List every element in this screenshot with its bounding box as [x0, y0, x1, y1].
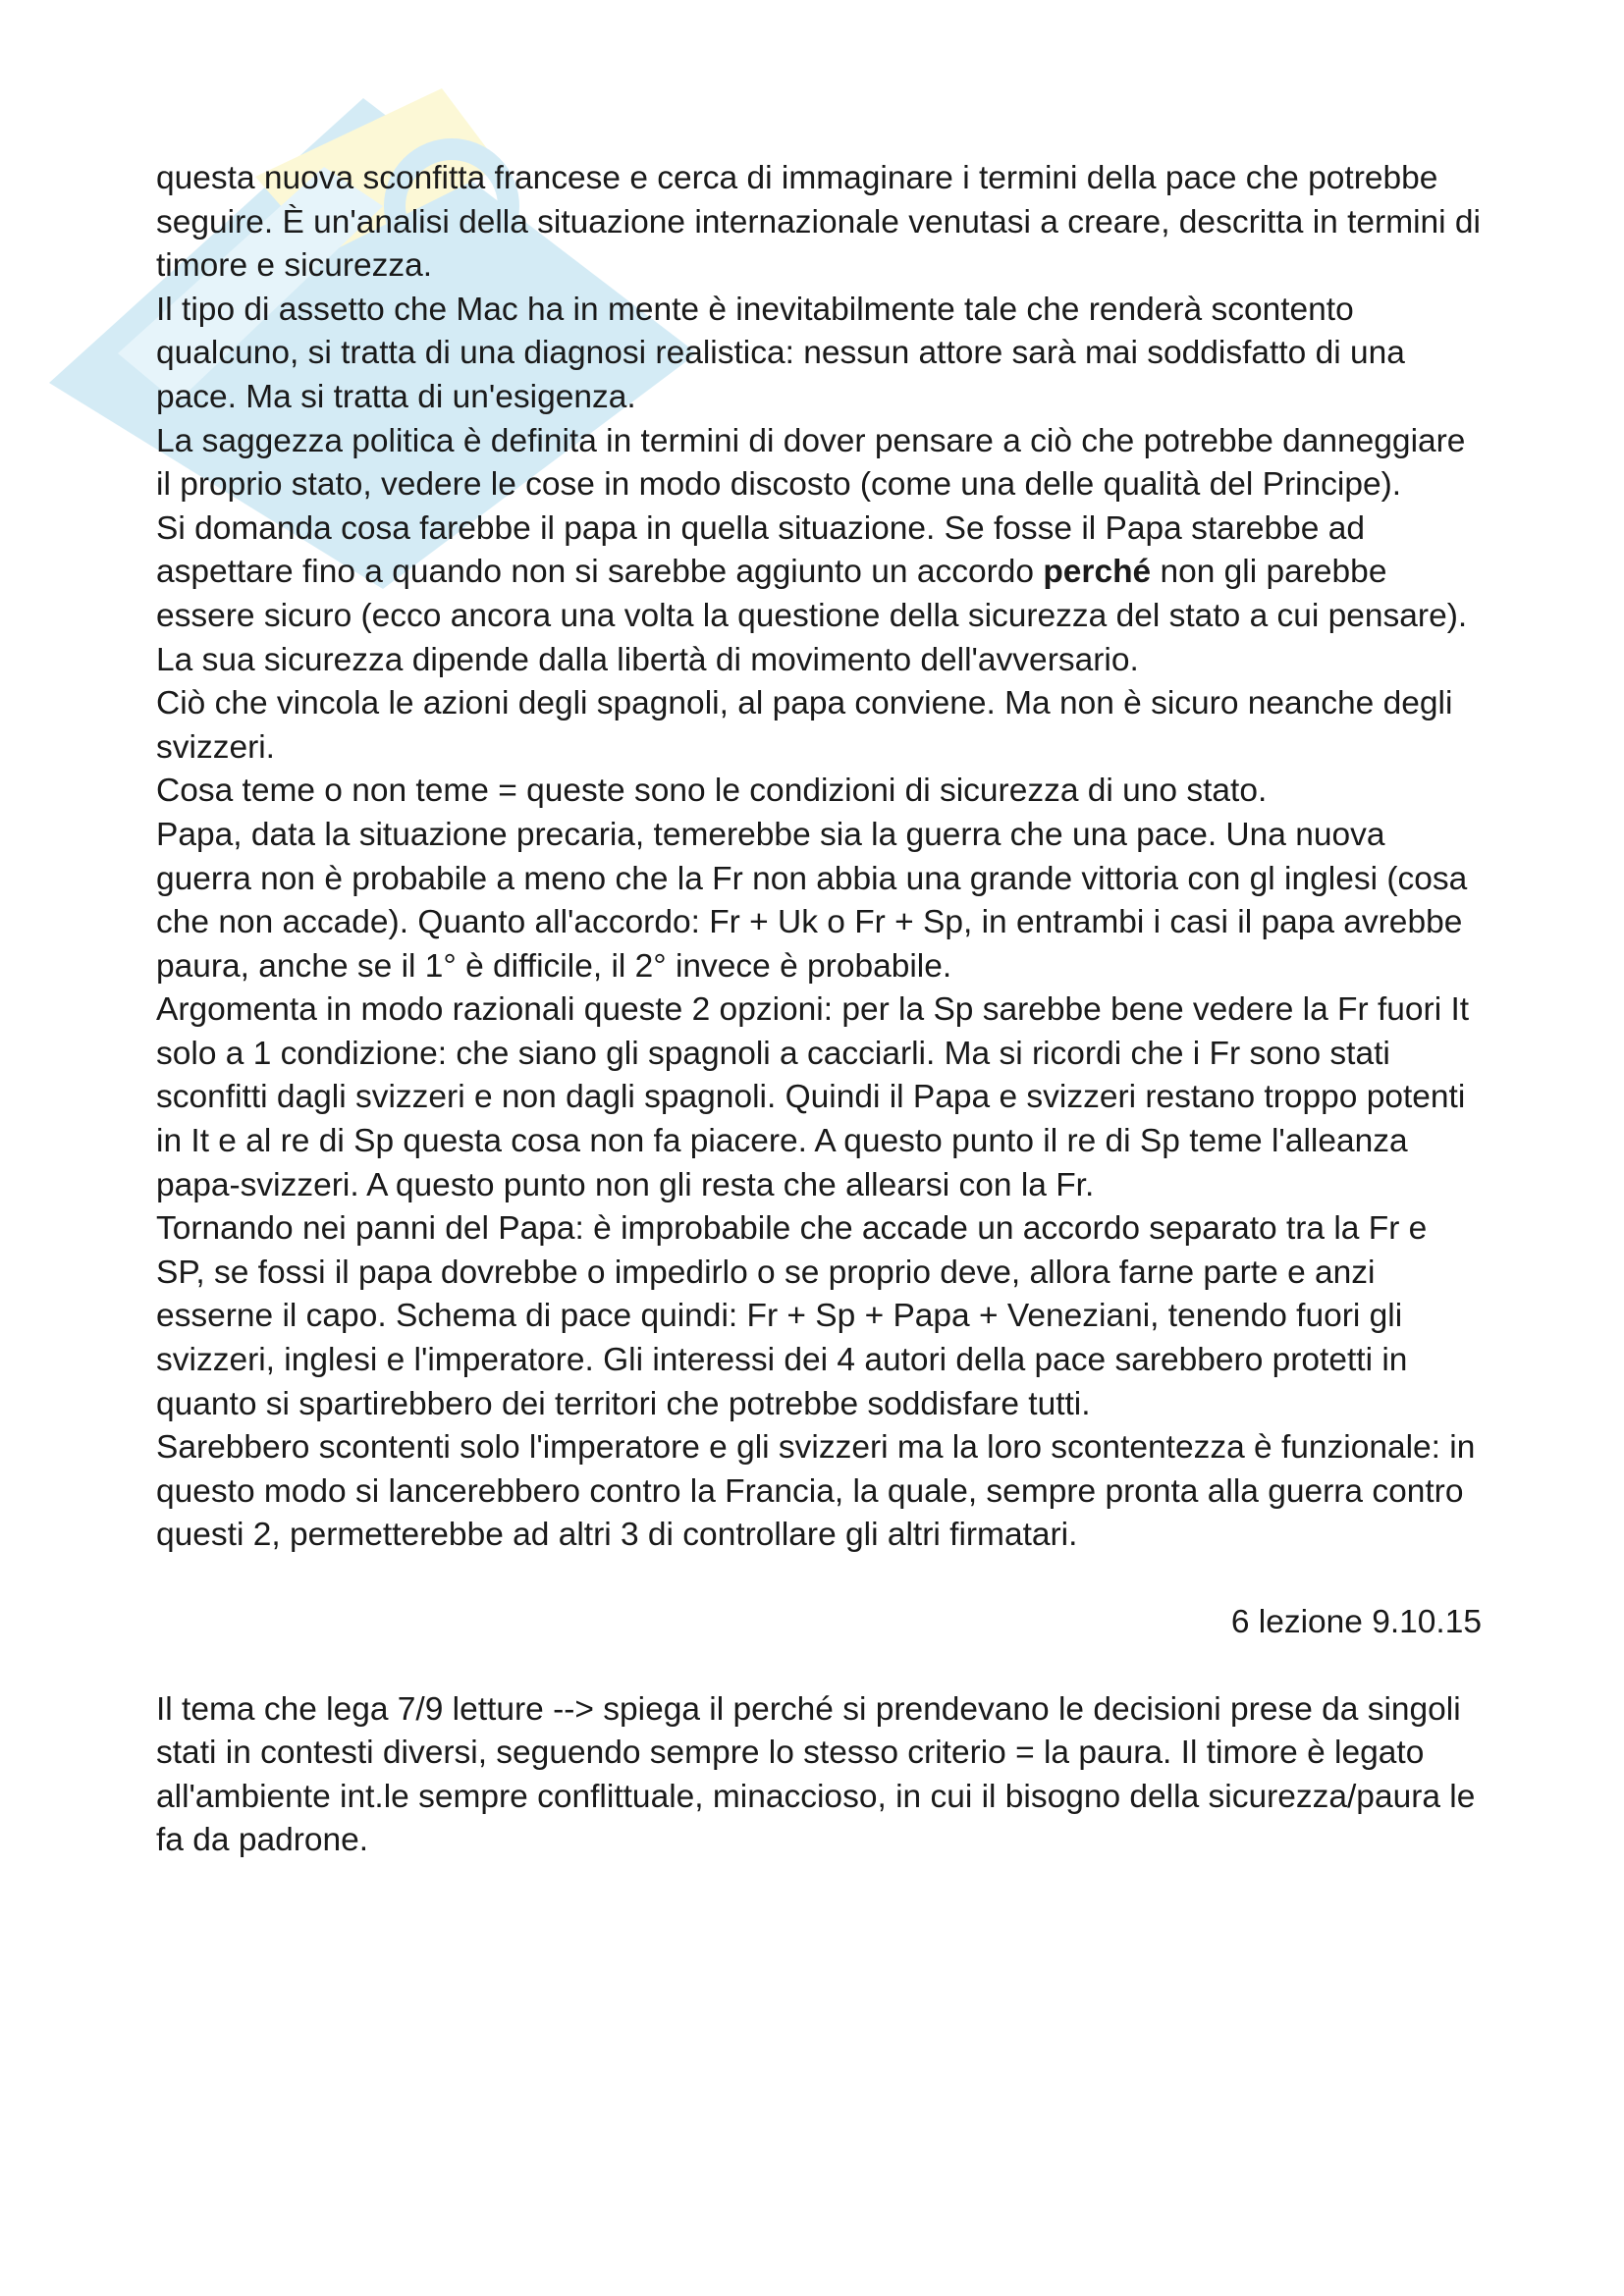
- paragraph: Tornando nei panni del Papa: è improbabile che accade un accordo separato tra la Fr e SP, se fossi il papa dovrebbe o impedirlo o se proprio deve, allora farne parte e anzi esserne il capo. Schema di pace quindi: Fr + Sp + Papa + Veneziani, tenendo fuori gli svizzeri, inglesi e l'imperatore. Gli interessi dei 4 autori della pace sarebbero protetti in quanto si spartirebbero dei territori che potrebbe soddisfare tutti.: [156, 1210, 1428, 1422]
- paragraph: Cosa teme o non teme = queste sono le condizioni di sicurezza di uno stato.: [156, 773, 1268, 810]
- paragraph: Argomenta in modo razionali queste 2 opzioni: per la Sp sarebbe bene vedere la Fr fuori It solo a 1 condizione: che siano gli spagnoli a cacciarli. Ma si ricordi che i Fr sono stati sconfitti dagli svizzeri e non dagli spagnoli. Quindi il Papa e svizzeri restano troppo potenti in It e al re di Sp questa cosa non fa piacere. A questo punto il re di Sp teme l'alleanza papa-svizzeri. A questo punto non gli resta che allearsi con la Fr.: [156, 991, 1470, 1203]
- bold-word: perché: [1043, 554, 1152, 591]
- paragraph-text: Si domanda cosa farebbe il papa in quella situazione. Se fosse il Papa starebbe ad aspettare fino a quando non si sarebbe aggiunto un accordo: [156, 509, 1366, 591]
- paragraph: Ciò che vincola le azioni degli spagnoli, al papa conviene. Ma non è sicuro neanche degli svizzeri.: [156, 685, 1453, 766]
- paragraph: questa nuova sconfitta francese e cerca di immaginare i termini della pace che potrebbe seguire. È un'analisi della situazione internazionale venutasi a creare, descritta in termini di timore e sicurezza.: [156, 160, 1481, 285]
- document-body: [156, 157, 1482, 1863]
- paragraph: Sarebbero scontenti solo l'imperatore e gli svizzeri ma la loro scontentezza è funzionale: in questo modo si lancerebbero contro la Francia, la quale, sempre pronta alla guerra contro questi 2, permetterebbe ad altri 3 di controllare gli altri firmatari.: [156, 1429, 1476, 1554]
- paragraph: Papa, data la situazione precaria, temerebbe sia la guerra che una pace. Una nuova guerra non è probabile a meno che la Fr non abbia una grande vittoria con gl inglesi (cosa che non accade). Quanto all'accordo: Fr + Uk o Fr + Sp, in entrambi i casi il papa avrebbe paura, anche se il 1° è difficile, il 2° invece è probabile.: [156, 816, 1468, 985]
- paragraph: La saggezza politica è definita in termini di dover pensare a ciò che potrebbe danneggiare il proprio stato, vedere le cose in modo discosto (come una delle qualità del Principe).: [156, 422, 1466, 504]
- lesson-date: 6 lezione 9.10.15: [1230, 1604, 1482, 1640]
- paragraph: Il tipo di assetto che Mac ha in mente è inevitabilmente tale che renderà scontento qualcuno, si tratta di una diagnosi realistica: nessun attore sarà mai soddisfatto di una pace. Ma si tratta di un'esigenza.: [156, 291, 1405, 415]
- paragraph-text: non gli parebbe essere sicuro (ecco ancora una volta la questione della sicurezza del stato a cui pensare). La sua sicurezza dipende dalla libertà di movimento dell'avversario.: [156, 554, 1468, 678]
- closing-paragraph: Il tema che lega 7/9 letture --> spiega il perché si prendevano le decisioni prese da singoli stati in contesti diversi, seguendo sempre lo stesso criterio = la paura. Il timore è legato all'ambiente int.le sempre conflittuale, minaccioso, in cui il bisogno della sicurezza/paura le fa da padrone.: [156, 1690, 1476, 1859]
- paragraph-papa: [156, 507, 1482, 682]
